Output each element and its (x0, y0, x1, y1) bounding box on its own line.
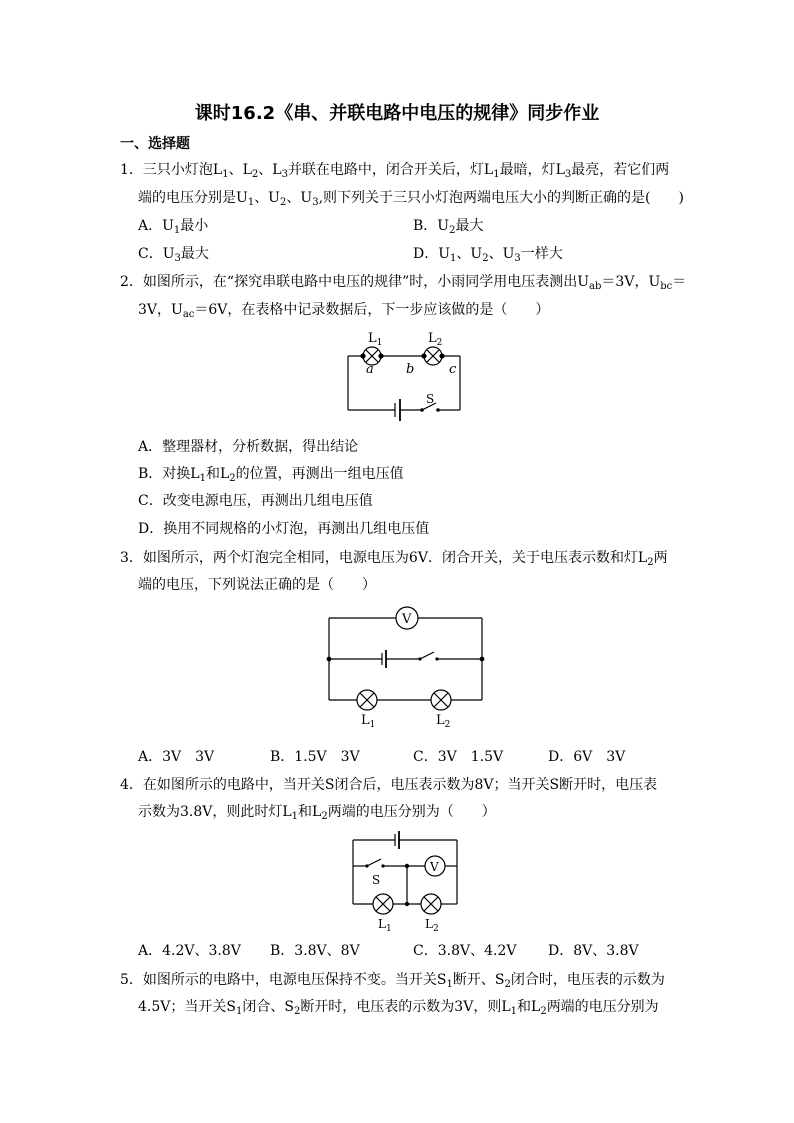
q5-line1: 5．如图所示的电路中，电源电压保持不变。当开关$S_1$断开、$S_2$闭合时，电压表的示数为 (120, 972, 665, 990)
q3-lamp-l1 (357, 690, 377, 710)
q2-node-b1 (378, 353, 383, 358)
q5-line2: 4.5V；当开关$S_1$闭合、$S_2$断开时，电压表的示数为3V，则$L_1$和$L_2$两端的电压分别为 (138, 999, 659, 1017)
q2-label-c: c (449, 362, 457, 377)
q4-line2: 示数为3.8V，则此时灯$L_1$和$L_2$两端的电压分别为（ ） (138, 804, 496, 822)
q3-circuit-diagram (320, 600, 495, 735)
q3-line1: 3．如图所示，两个灯泡完全相同，电源电压为6V．闭合开关，关于电压表示数和灯$L_2$两 (120, 550, 668, 568)
q2-option-d: D．换用不同规格的小灯泡，再测出几组电压值 (138, 521, 430, 537)
svg-text:V: V (402, 612, 412, 627)
q3-label-l2: $L_2$ (436, 713, 451, 730)
q3-option-c: C．3V 1.5V (413, 749, 504, 765)
q2-label-l1: $L_1$ (368, 331, 383, 348)
q1-option-b: B．$U_2$最大 (413, 218, 484, 236)
q2-option-c: C．改变电源电压，再测出几组电压值 (138, 493, 373, 509)
q4-lamp-l2 (421, 894, 441, 914)
q1-line2: 端的电压分别是$U_1$、$U_2$、$U_3$,则下列关于三只小灯泡两端电压大小的判断正确的是( ) (138, 190, 684, 208)
q4-label-switch: S (372, 873, 381, 887)
q4-label-l1: $L_1$ (378, 917, 392, 934)
q2-label-a: a (366, 362, 374, 377)
q4-option-a: A．4.2V、3.8V (138, 943, 241, 959)
q2-label-switch: S (426, 392, 435, 406)
q2-line1: 2．如图所示，在“探究串联电路中电压的规律”时，小雨同学用电压表测出$U_{ab}=3V$，$U_{bc}=$ (120, 274, 687, 292)
q2-option-a: A．整理器材，分析数据，得出结论 (138, 439, 359, 455)
q3-voltmeter (396, 607, 418, 629)
q4-circuit-diagram (345, 826, 465, 936)
q4-line1: 4．在如图所示的电路中，当开关S闭合后，电压表示数为8V；当开关S断开时，电压表 (120, 777, 658, 793)
q3-label-l1: $L_1$ (361, 713, 376, 730)
q2-node-b2 (421, 353, 426, 358)
q4-lamp-l1 (373, 894, 393, 914)
q2-lamp-l2 (424, 347, 442, 365)
q3-line2: 端的电压，下列说法正确的是（ ） (138, 577, 376, 593)
q3-option-b: B．1.5V 3V (270, 749, 360, 765)
q2-label-l2: $L_2$ (428, 331, 443, 348)
q3-lamp-l2 (431, 690, 451, 710)
q2-line2: 3V，$U_{ac}=6V$，在表格中记录数据后，下一步应该做的是（ ） (138, 302, 550, 320)
q1-option-c: C．$U_3$最大 (138, 246, 209, 264)
q1-option-a: A．$U_1$最小 (138, 218, 209, 236)
q2-node-c (439, 353, 444, 358)
q1-line1: 1．三只小灯泡$L_1$、$L_2$、$L_3$并联在电路中，闭合开关后，灯$L_1$最暗，灯$L_3$最亮，若它们两 (120, 162, 670, 180)
q2-circuit-diagram (330, 325, 480, 430)
q2-node-a (360, 353, 365, 358)
q3-option-d: D．6V 3V (548, 749, 626, 765)
q3-option-a: A．3V 3V (138, 749, 215, 765)
q1-option-d: D．$U_1$、$U_2$、$U_3$一样大 (413, 246, 563, 264)
q4-label-l2: $L_2$ (425, 917, 439, 934)
q2-option-b: B．对换$L_1$和$L_2$的位置，再测出一组电压值 (138, 466, 404, 484)
q4-option-c: C．3.8V、4.2V (413, 943, 517, 959)
svg-text:V: V (430, 860, 439, 874)
page-title: 课时16.2《串、并联电路中电压的规律》同步作业 (194, 103, 600, 124)
q4-voltmeter (425, 856, 445, 876)
q4-option-b: B．3.8V、8V (270, 943, 360, 959)
section-heading: 一、选择题 (120, 136, 190, 152)
q4-option-d: D．8V、3.8V (548, 943, 639, 959)
q2-label-b: b (406, 362, 415, 377)
